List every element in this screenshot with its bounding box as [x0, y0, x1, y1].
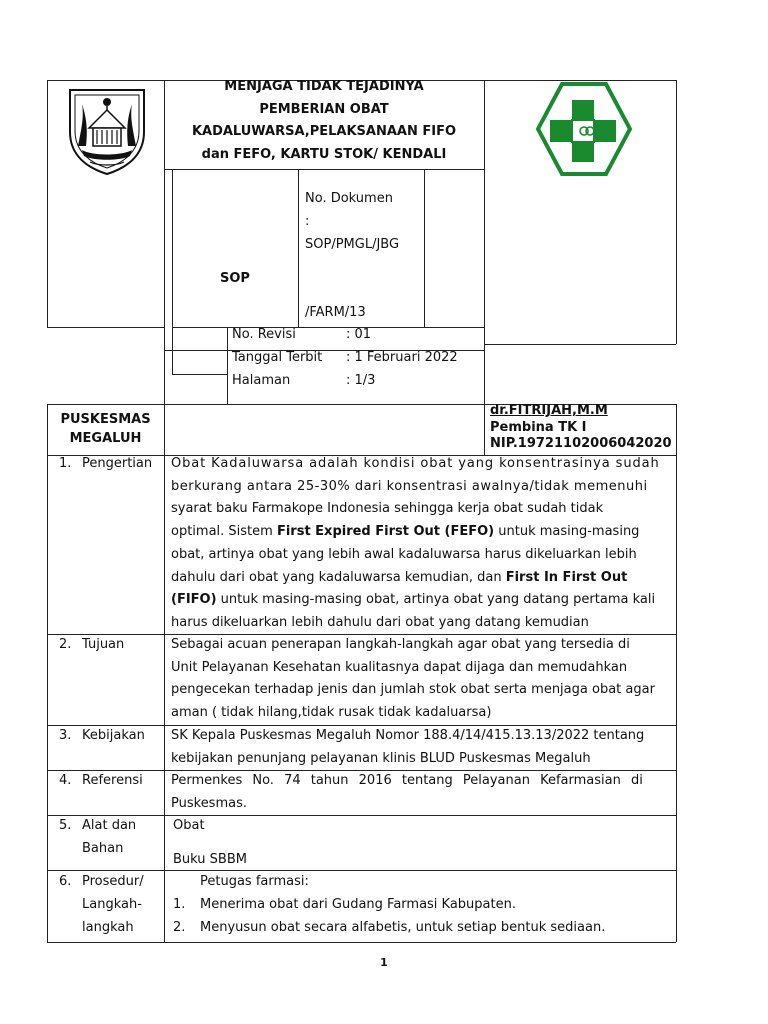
alat-item: Obat — [173, 818, 205, 833]
text-line: kebijakan penunjang pelayanan klinis BLUD Puskesmas Megaluh — [171, 750, 591, 766]
step-number: 1. — [173, 897, 186, 912]
doc-no-colon: : — [305, 214, 310, 229]
section-label: Pengertian — [82, 456, 153, 471]
text-line: berkurang antara 25-30% dari konsentrasi awalnya/tidak memenuhi — [171, 478, 648, 494]
alat-item: Buku SBBM — [173, 852, 247, 867]
text-line — [171, 567, 670, 590]
text-line: Sebagai acuan penerapan langkah-langkah agar obat yang tersedia di — [171, 637, 630, 652]
sop-label: SOP — [220, 271, 250, 286]
text-line — [171, 589, 670, 612]
section-label: Kebijakan — [82, 728, 145, 743]
page-number: 1 — [380, 956, 388, 969]
document-title — [164, 76, 484, 167]
text-line: Obat Kadaluwarsa adalah kondisi obat yang konsentrasinya sudah — [171, 456, 660, 471]
text-span: optimal. Sistem — [171, 524, 277, 540]
section-label-cont: Bahan — [82, 841, 124, 856]
fefo-term: First Expired First Out (FEFO) — [276, 524, 495, 540]
revisi-label: No. Revisi — [232, 327, 296, 342]
fifo-term: First In First Out — [505, 569, 628, 585]
referensi-text — [171, 770, 670, 815]
section-label: Prosedur/ — [82, 874, 144, 889]
text-line: syarat baku Farmakope Indonesia sehingga kerja obat sudah tidak — [171, 501, 604, 517]
section-label: Alat dan — [82, 818, 137, 833]
tujuan-text — [171, 634, 670, 725]
text-line: Permenkes No. 74 tahun 2016 tentang Pelayanan Kefarmasian di — [171, 773, 643, 788]
section-number: 1. — [59, 456, 72, 471]
doc-no-value: SOP/PMGL/JBG — [305, 237, 400, 252]
doc-no-label: No. Dokumen — [305, 191, 393, 206]
halaman-value: : 1/3 — [346, 373, 376, 388]
org-name — [47, 410, 164, 448]
text-span: untuk masing-masing obat, artinya obat yang datang pertama kali — [216, 592, 656, 608]
text-line: harus dikeluarkan lebih dahulu dari obat yang datang kemudian — [171, 614, 589, 630]
text-line: aman ( tidak hilang,tidak rusak tidak kadaluarsa) — [171, 705, 492, 721]
title-line: KADALUWARSA,PELAKSANAAN FIFO — [191, 124, 457, 140]
kebijakan-text — [171, 725, 670, 770]
signer-rank: Pembina TK I — [490, 419, 587, 435]
section-label: Tujuan — [82, 637, 125, 652]
section-number: 6. — [59, 874, 72, 889]
section-label-cont: Langkah- — [82, 897, 142, 912]
text-span: dahulu dari obat yang kadaluwarsa kemudian, dan — [171, 569, 506, 585]
step-number: 2. — [173, 920, 186, 935]
text-line: SK Kepala Puskesmas Megaluh Nomor 188.4/14/415.13.13/2022 tentang — [171, 728, 645, 743]
section-number: 3. — [59, 728, 72, 743]
text-span: untuk masing-masing — [494, 524, 640, 540]
org-name-line: PUSKESMAS — [60, 412, 151, 427]
fifo-abbr: (FIFO) — [171, 592, 217, 608]
signer-name: dr.FITRIJAH,M.M — [490, 403, 608, 418]
org-name-line: MEGALUH — [69, 431, 142, 446]
doc-no-value-cont: /FARM/13 — [305, 305, 366, 320]
section-label: Referensi — [82, 773, 143, 788]
halaman-label: Halaman — [232, 373, 291, 388]
step-text: Menerima obat dari Gudang Farmasi Kabupaten. — [200, 897, 516, 912]
section-number: 2. — [59, 637, 72, 652]
prosedur-intro: Petugas farmasi: — [200, 874, 309, 889]
text-line: obat, artinya obat yang lebih awal kadaluwarsa harus dikeluarkan lebih — [171, 546, 637, 562]
text-line: Unit Pelayanan Kesehatan kualitasnya dapat dijaga dan memudahkan — [171, 659, 628, 675]
text-line: Puskesmas. — [171, 795, 247, 811]
signer-block — [490, 403, 672, 453]
terbit-value: : 1 Februari 2022 — [346, 350, 458, 365]
text-line — [171, 521, 670, 544]
title-line: MENJAGA TIDAK TEJADINYA — [224, 79, 424, 94]
title-line: PEMBERIAN OBAT — [259, 101, 389, 117]
section-number: 5. — [59, 818, 72, 833]
pengertian-text — [171, 453, 670, 635]
revisi-value: : 01 — [346, 327, 372, 342]
regional-emblem-icon — [64, 86, 150, 176]
section-number: 4. — [59, 773, 72, 788]
signer-nip: NIP.19721102006042020 — [490, 436, 672, 451]
title-line: dan FEFO, KARTU STOK/ KENDALI — [201, 147, 447, 163]
section-label-cont: langkah — [82, 920, 134, 935]
step-text: Menyusun obat secara alfabetis, untuk setiap bentuk sediaan. — [200, 920, 606, 935]
text-line: pengecekan terhadap jenis dan jumlah stok obat serta menjaga obat agar — [171, 682, 655, 698]
puskesmas-green-cross-icon — [536, 82, 632, 176]
terbit-label: Tanggal Terbit — [232, 350, 323, 365]
